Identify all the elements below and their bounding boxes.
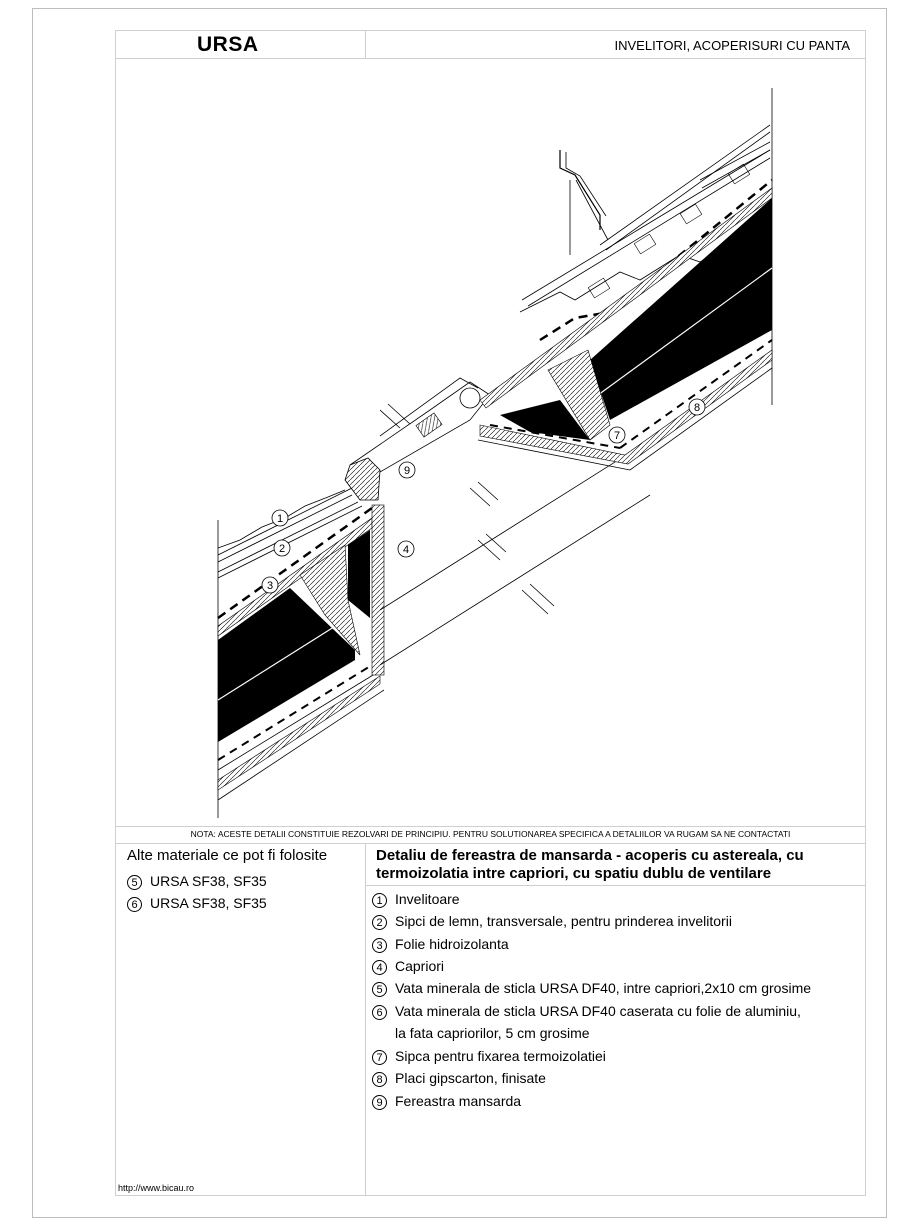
item-number-badge: 6 [372, 1005, 387, 1020]
callout-7 [609, 427, 625, 443]
legend-item-text: Sipci de lemn, transversale, pentru prinderea invelitorii [395, 913, 732, 929]
legend-item [372, 891, 460, 908]
legend-item-text: Vata minerala de sticla URSA DF40, intre capriori,2x10 cm grosime [395, 980, 812, 996]
legend-title-divider [365, 885, 866, 886]
legend-item [372, 1048, 606, 1065]
legend-item-text: Capriori [395, 958, 445, 974]
svg-text:4: 4 [402, 544, 410, 556]
legend-item [372, 1070, 546, 1087]
legend-item [372, 958, 444, 975]
roof-window-frame [345, 378, 498, 506]
svg-text:2: 2 [278, 543, 286, 555]
upper-roof-build-up [478, 125, 772, 470]
item-number-badge: 8 [372, 1072, 387, 1087]
callout-9 [399, 462, 415, 478]
item-number-badge: 7 [372, 1050, 387, 1065]
legend-item [372, 1093, 521, 1110]
brand-logo-text: URSA [197, 33, 259, 56]
alternatives-title: Alte materiale ce pot fi folosite [127, 847, 328, 864]
note-bottom-divider [115, 843, 866, 844]
lower-roof-build-up [218, 488, 384, 800]
callout-3 [262, 577, 278, 593]
legend-item-text: Sipca pentru fixarea termoizolatiei [395, 1048, 606, 1064]
alternative-item-text: URSA SF38, SF35 [150, 873, 267, 889]
rafter [380, 440, 650, 665]
detail-title: Detaliu de fereastra de mansarda - acoperis cu astereala, cu termoizolatia intre capriori, cu spatiu dublu de ventilare [376, 847, 804, 882]
legend-item-text: Vata minerala de sticla URSA DF40 caserata cu folie de aluminiu, [395, 1003, 801, 1019]
item-number-badge: 4 [372, 960, 387, 975]
svg-text:3: 3 [266, 580, 274, 592]
svg-text:9: 9 [403, 465, 411, 477]
legend-item [372, 913, 732, 930]
item-number-badge: 9 [372, 1095, 387, 1110]
callout-4 [398, 541, 414, 557]
footer-url-link[interactable]: http://www.bicau.ro [118, 1183, 195, 1193]
legend-item-text: Placi gipscarton, finisate [395, 1070, 546, 1086]
item-number-badge: 1 [372, 893, 387, 908]
legend-item-text: Folie hidroizolanta [395, 936, 509, 952]
svg-text:8: 8 [693, 402, 701, 414]
alternative-item-text: URSA SF38, SF35 [150, 895, 267, 911]
item-number-badge: 3 [372, 938, 387, 953]
alternative-item [127, 873, 267, 890]
legend-item [372, 980, 811, 997]
legend-item-text: Fereastra mansarda [395, 1093, 522, 1109]
legend-item [372, 936, 509, 953]
callout-1 [272, 510, 288, 526]
callout-2 [274, 540, 290, 556]
legend-item [372, 1003, 801, 1020]
item-number-badge: 2 [372, 915, 387, 930]
legend-item-text: Invelitoare [395, 891, 460, 907]
legend-column-divider [365, 843, 366, 1196]
item-number-badge: 5 [127, 875, 142, 890]
sheet-title: INVELITORI, ACOPERISURI CU PANTA [614, 38, 850, 53]
svg-text:7: 7 [613, 430, 621, 442]
note-top-divider [115, 826, 866, 827]
item-number-badge: 6 [127, 897, 142, 912]
svg-text:1: 1 [276, 513, 284, 525]
item-number-badge: 5 [372, 982, 387, 997]
alternative-item [127, 895, 267, 912]
legend-item-continuation: la fata capriorilor, 5 cm grosime [395, 1025, 590, 1041]
callout-8 [689, 399, 705, 415]
disclaimer-note: NOTA: ACESTE DETALII CONSTITUIE REZOLVARI DE PRINCIPIU. PENTRU SOLUTIONAREA SPECIFICA A DETALIILOR VA RUGAM SA NE CONTACTATI [190, 829, 791, 839]
